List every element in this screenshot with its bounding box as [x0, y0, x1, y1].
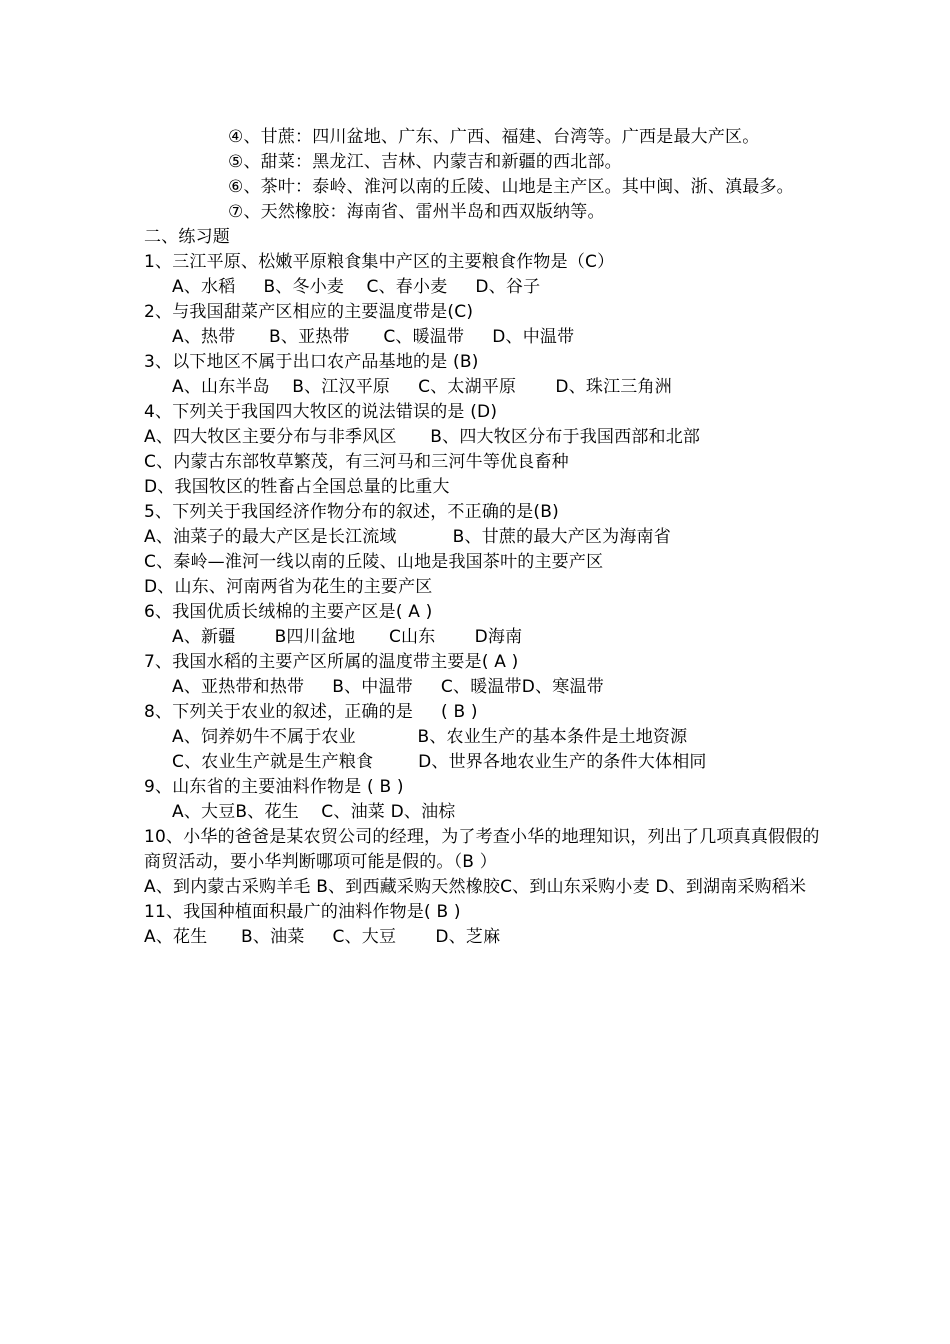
question-5: 5、下列关于我国经济作物分布的叙述，不正确的是(B) [144, 502, 559, 522]
question-6: 6、我国优质长绒棉的主要产区是( A ) [144, 602, 433, 622]
crop-line-rubber: ⑦、天然橡胶：海南省、雷州半岛和西双版纳等。 [228, 202, 605, 222]
question-1-options: A、水稻 B、冬小麦 C、春小麦 D、谷子 [172, 277, 541, 297]
question-8-option-ab: A、饲养奶牛不属于农业 B、农业生产的基本条件是土地资源 [172, 727, 688, 747]
question-2-options: A、热带 B、亚热带 C、暖温带 D、中温带 [172, 327, 575, 347]
question-8-option-cd: C、农业生产就是生产粮食 D、世界各地农业生产的条件大体相同 [172, 752, 707, 772]
question-7-options: A、亚热带和热带 B、中温带 C、暖温带D、寒温带 [172, 677, 604, 697]
question-8: 8、下列关于农业的叙述，正确的是 ( B ) [144, 702, 478, 722]
question-7: 7、我国水稻的主要产区所属的温度带主要是( A ) [144, 652, 519, 672]
question-4-option-ab: A、四大牧区主要分布与非季风区 B、四大牧区分布于我国西部和北部 [144, 427, 701, 447]
question-11-options: A、花生 B、油菜 C、大豆 D、芝麻 [144, 927, 501, 947]
question-3: 3、以下地区不属于出口农产品基地的是 (B) [144, 352, 479, 372]
question-1: 1、三江平原、松嫩平原粮食集中产区的主要粮食作物是（C） [144, 252, 615, 272]
question-5-option-c: C、秦岭—淮河一线以南的丘陵、山地是我国茶叶的主要产区 [144, 552, 604, 572]
question-5-option-d: D、山东、河南两省为花生的主要产区 [144, 577, 433, 597]
question-10-options: A、到内蒙古采购羊毛 B、到西藏采购天然橡胶C、到山东采购小麦 D、到湖南采购稻米 [144, 877, 807, 897]
crop-line-sugarcane: ④、甘蔗：四川盆地、广东、广西、福建、台湾等。广西是最大产区。 [228, 127, 760, 147]
question-2: 2、与我国甜菜产区相应的主要温度带是(C) [144, 302, 474, 322]
document-page [144, 125, 824, 950]
crop-line-tea: ⑥、茶叶：泰岭、淮河以南的丘陵、山地是主产区。其中闽、浙、滇最多。 [228, 177, 794, 197]
question-9-options: A、大豆B、花生 C、油菜 D、油棕 [172, 802, 456, 822]
question-9: 9、山东省的主要油料作物是 ( B ) [144, 777, 404, 797]
question-5-option-ab: A、油菜子的最大产区是长江流域 B、甘蔗的最大产区为海南省 [144, 527, 671, 547]
question-3-options: A、山东半岛 B、江汉平原 C、太湖平原 D、珠江三角洲 [172, 377, 672, 397]
question-4-option-d: D、我国牧区的牲畜占全国总量的比重大 [144, 477, 450, 497]
question-11: 11、我国种植面积最广的油料作物是( B ) [144, 902, 461, 922]
section-title: 二、练习题 [144, 227, 230, 247]
question-6-options: A、新疆 B四川盆地 C山东 D海南 [172, 627, 523, 647]
question-4-option-c: C、内蒙古东部牧草繁茂，有三河马和三河牛等优良畜种 [144, 452, 569, 472]
crop-line-beet: ⑤、甜菜：黑龙江、吉林、内蒙吉和新疆的西北部。 [228, 152, 622, 172]
question-4: 4、下列关于我国四大牧区的说法错误的是 (D) [144, 402, 498, 422]
question-10: 10、小华的爸爸是某农贸公司的经理，为了考查小华的地理知识，列出了几项真真假假的商贸活动，要小华判断哪项可能是假的。（B ） [144, 827, 820, 872]
